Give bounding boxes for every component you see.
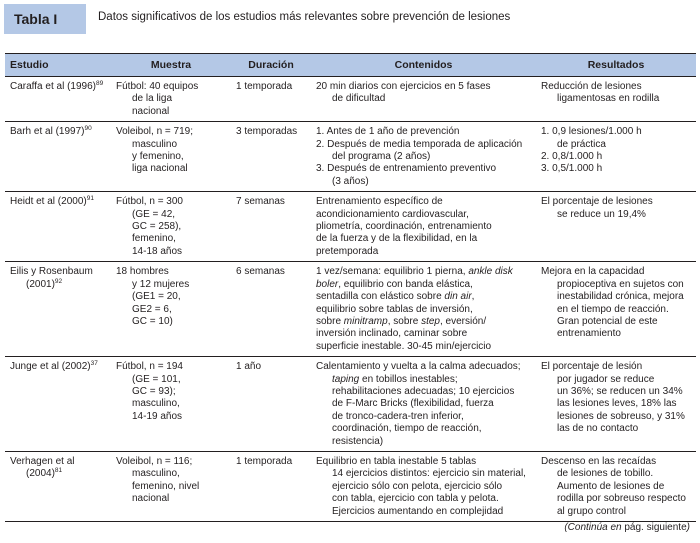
- cell-line: (GE = 101,: [132, 373, 181, 385]
- cell-line: Fútbol, n = 300: [116, 196, 183, 208]
- cell-line: Aumento de lesiones de: [557, 480, 665, 492]
- cell-resultados: [536, 262, 696, 357]
- cell-line: sobre minitramp, sobre step, eversión/: [316, 315, 487, 327]
- reference-number: 92: [54, 277, 63, 285]
- cell-line: 1 temporada: [236, 81, 293, 92]
- column-header-contenidos: Contenidos: [311, 54, 536, 77]
- cell-line: ligamentosas en rodilla: [557, 93, 660, 105]
- cell-line: 2. 0,8/1.000 h: [541, 151, 603, 163]
- cell-muestra: [111, 357, 231, 452]
- cell-estudio: [5, 122, 111, 192]
- cell-line: GC = 93);: [132, 385, 176, 397]
- cell-line: entrenamiento: [557, 328, 621, 340]
- cell-resultados: [536, 122, 696, 192]
- cell-line: $(2004)^{81}$: [26, 467, 63, 480]
- table-row: [5, 451, 696, 521]
- cell-line: nacional: [132, 493, 170, 505]
- cell-resultados: [536, 357, 696, 452]
- cell-estudio: [5, 451, 111, 521]
- cell-line: pliometría, coordinación, entrenamiento: [316, 221, 492, 233]
- cell-duracion: [231, 192, 311, 262]
- cell-line: ejercicio sólo con pelota, ejercicio sólo: [332, 480, 503, 492]
- column-header-duracion: Duración: [231, 54, 311, 77]
- reference-number: 90: [84, 125, 92, 133]
- cell-line: masculino,: [132, 398, 180, 410]
- cell-line: Barh et al $(1997)^{90}$: [10, 125, 92, 138]
- cell-line: se reduce un 19,4%: [557, 208, 646, 220]
- table-label: Tabla I: [4, 4, 86, 34]
- cell-line: 6 semanas: [236, 266, 285, 278]
- cell-muestra: [111, 122, 231, 192]
- cell-line: Heidt et al $(2000)^{91}$: [10, 195, 94, 208]
- reference-number: 89: [95, 80, 104, 87]
- cell-estudio: [5, 192, 111, 262]
- header-row: [5, 54, 696, 77]
- cell-line: las de no contacto: [557, 423, 639, 435]
- cell-line: femenino, nivel: [132, 480, 200, 492]
- cell-line: de dificultad: [332, 93, 386, 105]
- cell-estudio: [5, 77, 111, 122]
- cell-resultados: [536, 451, 696, 521]
- cell-line: GC = 10): [132, 315, 173, 327]
- cell-line: 2. Después de media temporada de aplicación: [316, 138, 523, 150]
- cell-line: Entrenamiento específico de: [316, 196, 443, 208]
- cell-line: 14-18 años: [132, 245, 183, 257]
- cell-line: Fútbol: 40 equipos: [116, 81, 199, 92]
- cell-line: y 12 mujeres: [132, 278, 190, 290]
- table-row: [5, 357, 696, 452]
- cell-line: coordinación, tiempo de reacción,: [332, 423, 482, 435]
- reference-number: 91: [86, 195, 94, 203]
- cell-line: Gran potencial de este: [557, 315, 658, 327]
- cell-muestra: [111, 451, 231, 521]
- cell-estudio: [5, 357, 111, 452]
- cell-line: del programa (2 años): [332, 151, 431, 163]
- cell-line: de práctica: [557, 138, 606, 150]
- cell-line: Eilis y Rosenbaum: [10, 266, 93, 278]
- cell-line: rodilla por sobreuso respecto: [557, 493, 686, 505]
- cell-line: Mejora en la capacidad: [541, 266, 645, 278]
- cell-muestra: [111, 77, 231, 122]
- cell-muestra: [111, 262, 231, 357]
- cell-line: de lesiones de tobillo.: [557, 468, 654, 480]
- reference-number: 81: [54, 467, 63, 475]
- cell-line: acondicionamiento cardiovascular,: [316, 208, 469, 220]
- cell-line: de la liga: [132, 93, 173, 105]
- cell-line: 1 año: [236, 361, 262, 373]
- cell-line: 1 vez/semana: equilibrio 1 pierna, ankle disk: [316, 266, 513, 278]
- cell-line: en el tiempo de reacción.: [557, 303, 669, 315]
- cell-line: de tronco-cadera-tren inferior,: [332, 410, 464, 422]
- cell-duracion: [231, 122, 311, 192]
- cell-line: (GE = 42,: [132, 208, 176, 220]
- cell-line: Ejercicios aumentando en complejidad: [332, 505, 504, 517]
- cell-line: 14-19 años: [132, 410, 183, 422]
- cell-line: Equilibrio en tabla inestable 5 tablas: [316, 455, 477, 467]
- cell-line: un 36%; se reducen un 34%: [557, 385, 683, 397]
- cell-duracion: [231, 262, 311, 357]
- cell-line: inestabilidad crónica, mejora: [557, 291, 684, 303]
- column-header-estudio: Estudio: [5, 54, 111, 77]
- cell-line: 7 semanas: [236, 196, 285, 208]
- cell-line: pretemporada: [316, 245, 379, 257]
- cell-line: (GE1 = 20,: [132, 291, 181, 303]
- table-row: [5, 192, 696, 262]
- cell-line: masculino: [132, 138, 178, 150]
- reference-number: 37: [90, 360, 98, 368]
- cell-line: nacional: [132, 105, 170, 117]
- cell-contenidos: [311, 451, 536, 521]
- cell-line: boler, equilibrio con banda elástica,: [316, 278, 473, 290]
- cell-line: 1. 0,9 lesiones/1.000 h: [541, 126, 642, 138]
- cell-line: superficie inestable. 30-45 min/ejercicio: [316, 340, 492, 352]
- cell-line: con tabla, ejercicio con tabla y pelota.: [332, 493, 499, 505]
- cell-duracion: [231, 357, 311, 452]
- cell-line: Calentamiento y vuelta a la calma adecuados;: [316, 361, 521, 373]
- cell-line: de la fuerza y de la flexibilidad, en la: [316, 233, 478, 245]
- cell-line: 20 min diarios con ejercicios en 5 fases: [316, 81, 491, 92]
- cell-line: las lesiones leves, 18% las: [557, 398, 677, 410]
- cell-line: Caraffa et al $(1996)^{89}$: [10, 80, 104, 92]
- cell-line: Verhagen et al: [10, 455, 75, 467]
- studies-table: [5, 53, 696, 522]
- cell-line: El porcentaje de lesión: [541, 361, 643, 373]
- table-row: [5, 77, 696, 122]
- cell-line: GE2 = 6,: [132, 303, 172, 315]
- cell-line: $(2001)^{92}$: [26, 277, 63, 290]
- cell-line: 1. Antes de 1 año de prevención: [316, 126, 460, 138]
- cell-line: 3. 0,5/1.000 h: [541, 163, 603, 175]
- cell-line: masculino,: [132, 468, 180, 480]
- cell-line: Fútbol, n = 194: [116, 361, 183, 373]
- cell-line: femenino,: [132, 233, 176, 245]
- cell-contenidos: [311, 122, 536, 192]
- cell-resultados: [536, 192, 696, 262]
- cell-contenidos: [311, 192, 536, 262]
- cell-line: Junge et al $(2002)^{37}$: [10, 360, 98, 373]
- table-row: [5, 122, 696, 192]
- cell-resultados: [536, 77, 696, 122]
- cell-line: equilibrio sobre tablas de inversión,: [316, 303, 473, 315]
- cell-line: por jugador se reduce: [557, 373, 655, 385]
- cell-line: resistencia): [332, 435, 384, 447]
- cell-contenidos: [311, 262, 536, 357]
- cell-line: rehabilitaciones adecuadas; 10 ejercicios: [332, 385, 515, 397]
- cell-line: Voleibol, n = 116;: [116, 455, 193, 467]
- cell-line: (3 años): [332, 175, 369, 187]
- cell-line: sentadilla con elástico sobre din air,: [316, 291, 475, 303]
- cell-line: inversión inclinado, caminar sobre: [316, 328, 468, 340]
- cell-line: 3. Después de entrenamiento preventivo: [316, 163, 497, 175]
- cell-line: taping en tobillos inestables;: [332, 373, 458, 385]
- cell-line: y femenino,: [132, 151, 184, 163]
- table-header: [4, 4, 696, 34]
- continuation-note: (Continúa en pág. siguiente): [564, 522, 690, 533]
- cell-line: 3 temporadas: [236, 126, 298, 138]
- cell-line: al grupo control: [557, 505, 626, 517]
- cell-line: 1 temporada: [236, 455, 293, 467]
- table-caption: Datos significativos de los estudios más relevantes sobre prevención de lesiones: [98, 11, 511, 23]
- cell-line: GC = 258),: [132, 221, 182, 233]
- column-header-muestra: Muestra: [111, 54, 231, 77]
- cell-line: 18 hombres: [116, 266, 169, 278]
- cell-line: 14 ejercicios distintos: ejercicio sin material,: [332, 468, 526, 480]
- table-row: [5, 262, 696, 357]
- cell-contenidos: [311, 77, 536, 122]
- cell-line: Voleibol, n = 719;: [116, 126, 194, 138]
- cell-duracion: [231, 77, 311, 122]
- cell-line: de F-Marc Bricks (flexibilidad, fuerza: [332, 398, 494, 410]
- column-header-resultados: Resultados: [536, 54, 696, 77]
- cell-line: Descenso en las recaídas: [541, 455, 657, 467]
- cell-line: propioceptiva en sujetos con: [557, 278, 684, 290]
- cell-line: lesiones de sobreuso, y 31%: [557, 410, 685, 422]
- cell-contenidos: [311, 357, 536, 452]
- cell-line: El porcentaje de lesiones: [541, 196, 653, 208]
- cell-duracion: [231, 451, 311, 521]
- cell-muestra: [111, 192, 231, 262]
- cell-line: Reducción de lesiones: [541, 81, 642, 92]
- cell-line: liga nacional: [132, 163, 188, 175]
- cell-estudio: [5, 262, 111, 357]
